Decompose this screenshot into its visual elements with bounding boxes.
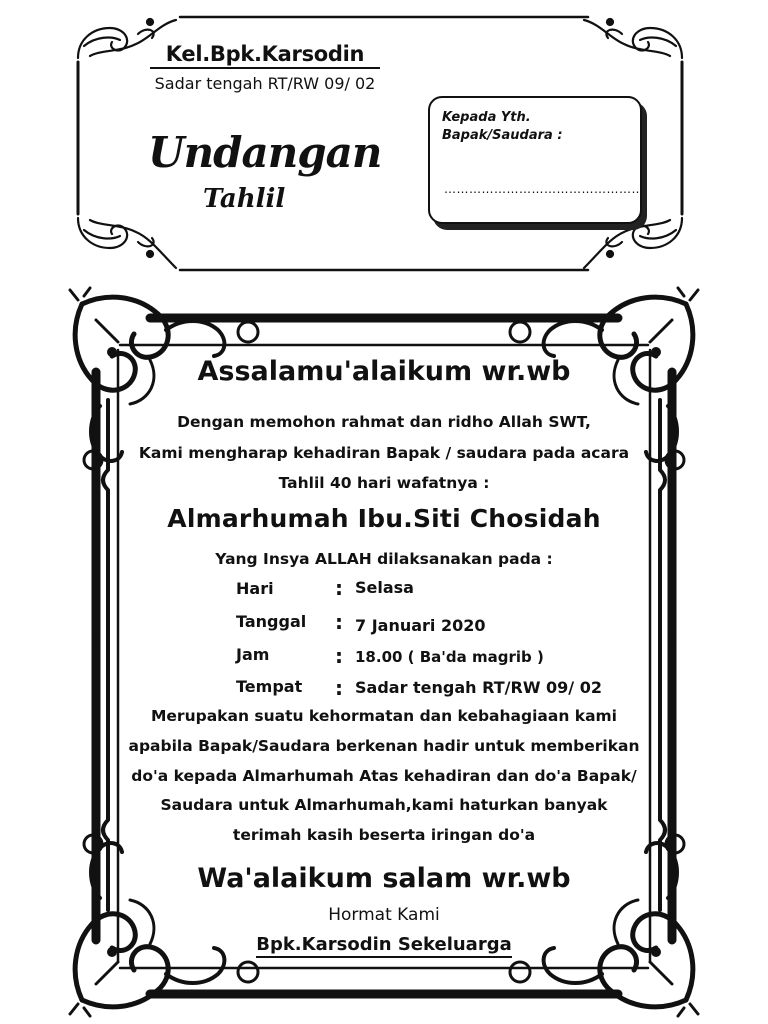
recipient-heading: Kepada Yth. — [442, 110, 531, 125]
invitation-subtitle: Tahlil — [203, 184, 286, 214]
signature-block — [84, 934, 684, 955]
closing-line: terimah kasih beserta iringan do'a — [232, 826, 536, 844]
intro-line: Tahlil 40 hari wafatnya : — [278, 474, 490, 492]
greeting: Assalamu'alaikum wr.wb — [197, 356, 571, 387]
sender-address: Sadar tengah RT/RW 09/ 02 — [154, 74, 376, 93]
detail-colon: : — [335, 644, 343, 668]
deceased-name: Almarhumah Ibu.Siti Chosidah — [167, 504, 601, 533]
detail-colon: : — [335, 576, 343, 600]
intro-line: Dengan memohon rahmat dan ridho Allah SWT, — [177, 413, 591, 431]
detail-colon: : — [335, 610, 343, 634]
recipient-salutation: Bapak/Saudara : — [442, 128, 563, 143]
invitation-title: Undangan — [148, 128, 382, 177]
intro-line: Kami mengharap kehadiran Bapak / saudara pada acara — [138, 444, 630, 462]
detail-value-day: Selasa — [355, 578, 414, 597]
farewell: Wa'alaikum salam wr.wb — [197, 863, 571, 894]
sender-name: Kel.Bpk.Karsodin — [150, 42, 380, 69]
closing-line: do'a kepada Almarhumah Atas kehadiran dan do'a Bapak/ — [131, 767, 637, 785]
recipient-name-blank: ………………………………………… — [444, 182, 644, 196]
detail-colon: : — [335, 676, 343, 700]
detail-value-place: Sadar tengah RT/RW 09/ 02 — [355, 678, 602, 697]
closing-line: apabila Bapak/Saudara berkenan hadir untuk memberikan — [128, 737, 640, 755]
detail-value-time: 18.00 ( Ba'da magrib ) — [355, 648, 544, 666]
detail-label-place: Tempat — [236, 677, 303, 696]
recipient-address-box — [428, 96, 642, 224]
held-on-text: Yang Insya ALLAH dilaksanakan pada : — [215, 550, 553, 568]
closing-line: Saudara untuk Almarhumah,kami haturkan banyak — [160, 796, 608, 814]
closing-line: Merupakan suatu kehormatan dan kebahagiaan kami — [151, 707, 617, 725]
regards: Hormat Kami — [328, 905, 440, 925]
detail-label-time: Jam — [236, 645, 270, 664]
detail-label-date: Tanggal — [236, 612, 307, 631]
signature: Bpk.Karsodin Sekeluarga — [256, 934, 512, 958]
detail-value-date: 7 Januari 2020 — [355, 616, 486, 635]
detail-label-day: Hari — [236, 579, 274, 598]
